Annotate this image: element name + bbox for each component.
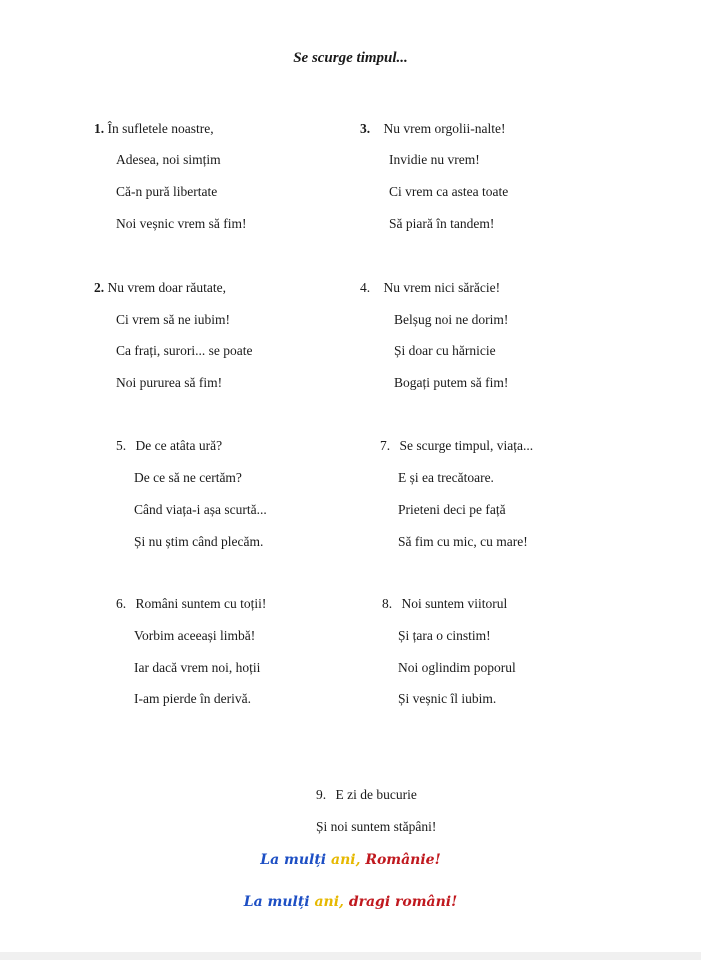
verse-line: Vorbim aceeași limbă! (134, 628, 256, 643)
verse-line: Să piară în tandem! (389, 216, 495, 231)
poem-title: Se scurge timpul... (293, 50, 408, 66)
verse-line: Ci vrem să ne iubim! (116, 312, 230, 327)
verse-line: Belșug noi ne dorim! (394, 312, 509, 327)
verse-line: Noi pururea să fim! (116, 375, 223, 390)
verse-line: Bogați putem să fim! (394, 375, 509, 390)
stanza-number: 2. (94, 280, 105, 295)
verse-line: De ce să ne certăm? (134, 470, 242, 485)
verse-line: Și țara o cinstim! (398, 628, 491, 643)
verse-line: Când viața-i așa scurtă... (134, 502, 267, 517)
verse-line: Se scurge timpul, viața... (399, 438, 534, 453)
stanza-number: 8. (382, 596, 393, 611)
wish-line-2 (0, 894, 701, 910)
verse-line: Ca frați, surori... se poate (116, 343, 253, 358)
verse-line: Noi veșnic vrem să fim! (116, 216, 247, 231)
wish-line-1 (0, 852, 701, 868)
verse-line: De ce atâta ură? (135, 438, 223, 453)
verse-line: Să fim cu mic, cu mare! (398, 534, 528, 549)
stanza-number: 7. (380, 438, 391, 453)
verse-line: Iar dacă vrem noi, hoții (134, 660, 261, 675)
stanza-number: 1. (94, 121, 105, 136)
verse-line: I-am pierde în derivă. (134, 691, 251, 706)
stanza-number: 5. (116, 438, 127, 453)
verse-line: E și ea trecătoare. (398, 470, 494, 485)
wish-part: ani, (331, 852, 361, 868)
bottom-strip (0, 952, 701, 960)
verse-line: Invidie nu vrem! (389, 152, 480, 167)
verse-line: În sufletele noastre, (107, 121, 214, 136)
verse-line: Nu vrem doar răutate, (107, 280, 226, 295)
wish-part: dragi români! (348, 894, 458, 910)
verse-line: Și nu știm când plecăm. (134, 534, 264, 549)
verse-line: Și veșnic îl iubim. (398, 691, 497, 706)
verse-line: Și noi suntem stăpâni! (316, 819, 437, 834)
wish-part: ani, (314, 894, 344, 910)
verse-line: Nu vrem nici sărăcie! (383, 280, 501, 295)
verse-line: Ci vrem ca astea toate (389, 184, 509, 199)
verse-line: E zi de bucurie (335, 787, 417, 802)
verse-line: Adesea, noi simțim (116, 152, 221, 167)
verse-line: Prieteni deci pe față (398, 502, 506, 517)
verse-line: Și doar cu hărnicie (394, 343, 496, 358)
verse-line: Că-n pură libertate (116, 184, 218, 199)
verse-line: Noi oglindim poporul (398, 660, 516, 675)
verse-line: Români suntem cu toții! (135, 596, 267, 611)
stanza-number: 3. (360, 121, 371, 136)
stanza-number: 4. (360, 280, 371, 295)
wish-part: La mulți (243, 894, 310, 910)
wish-part: Românie! (365, 852, 441, 868)
stanza-number: 9. (316, 787, 327, 802)
verse-line: Noi suntem viitorul (401, 596, 508, 611)
wish-part: La mulți (260, 852, 327, 868)
verse-line: Nu vrem orgolii-nalte! (383, 121, 506, 136)
stanza-number: 6. (116, 596, 127, 611)
